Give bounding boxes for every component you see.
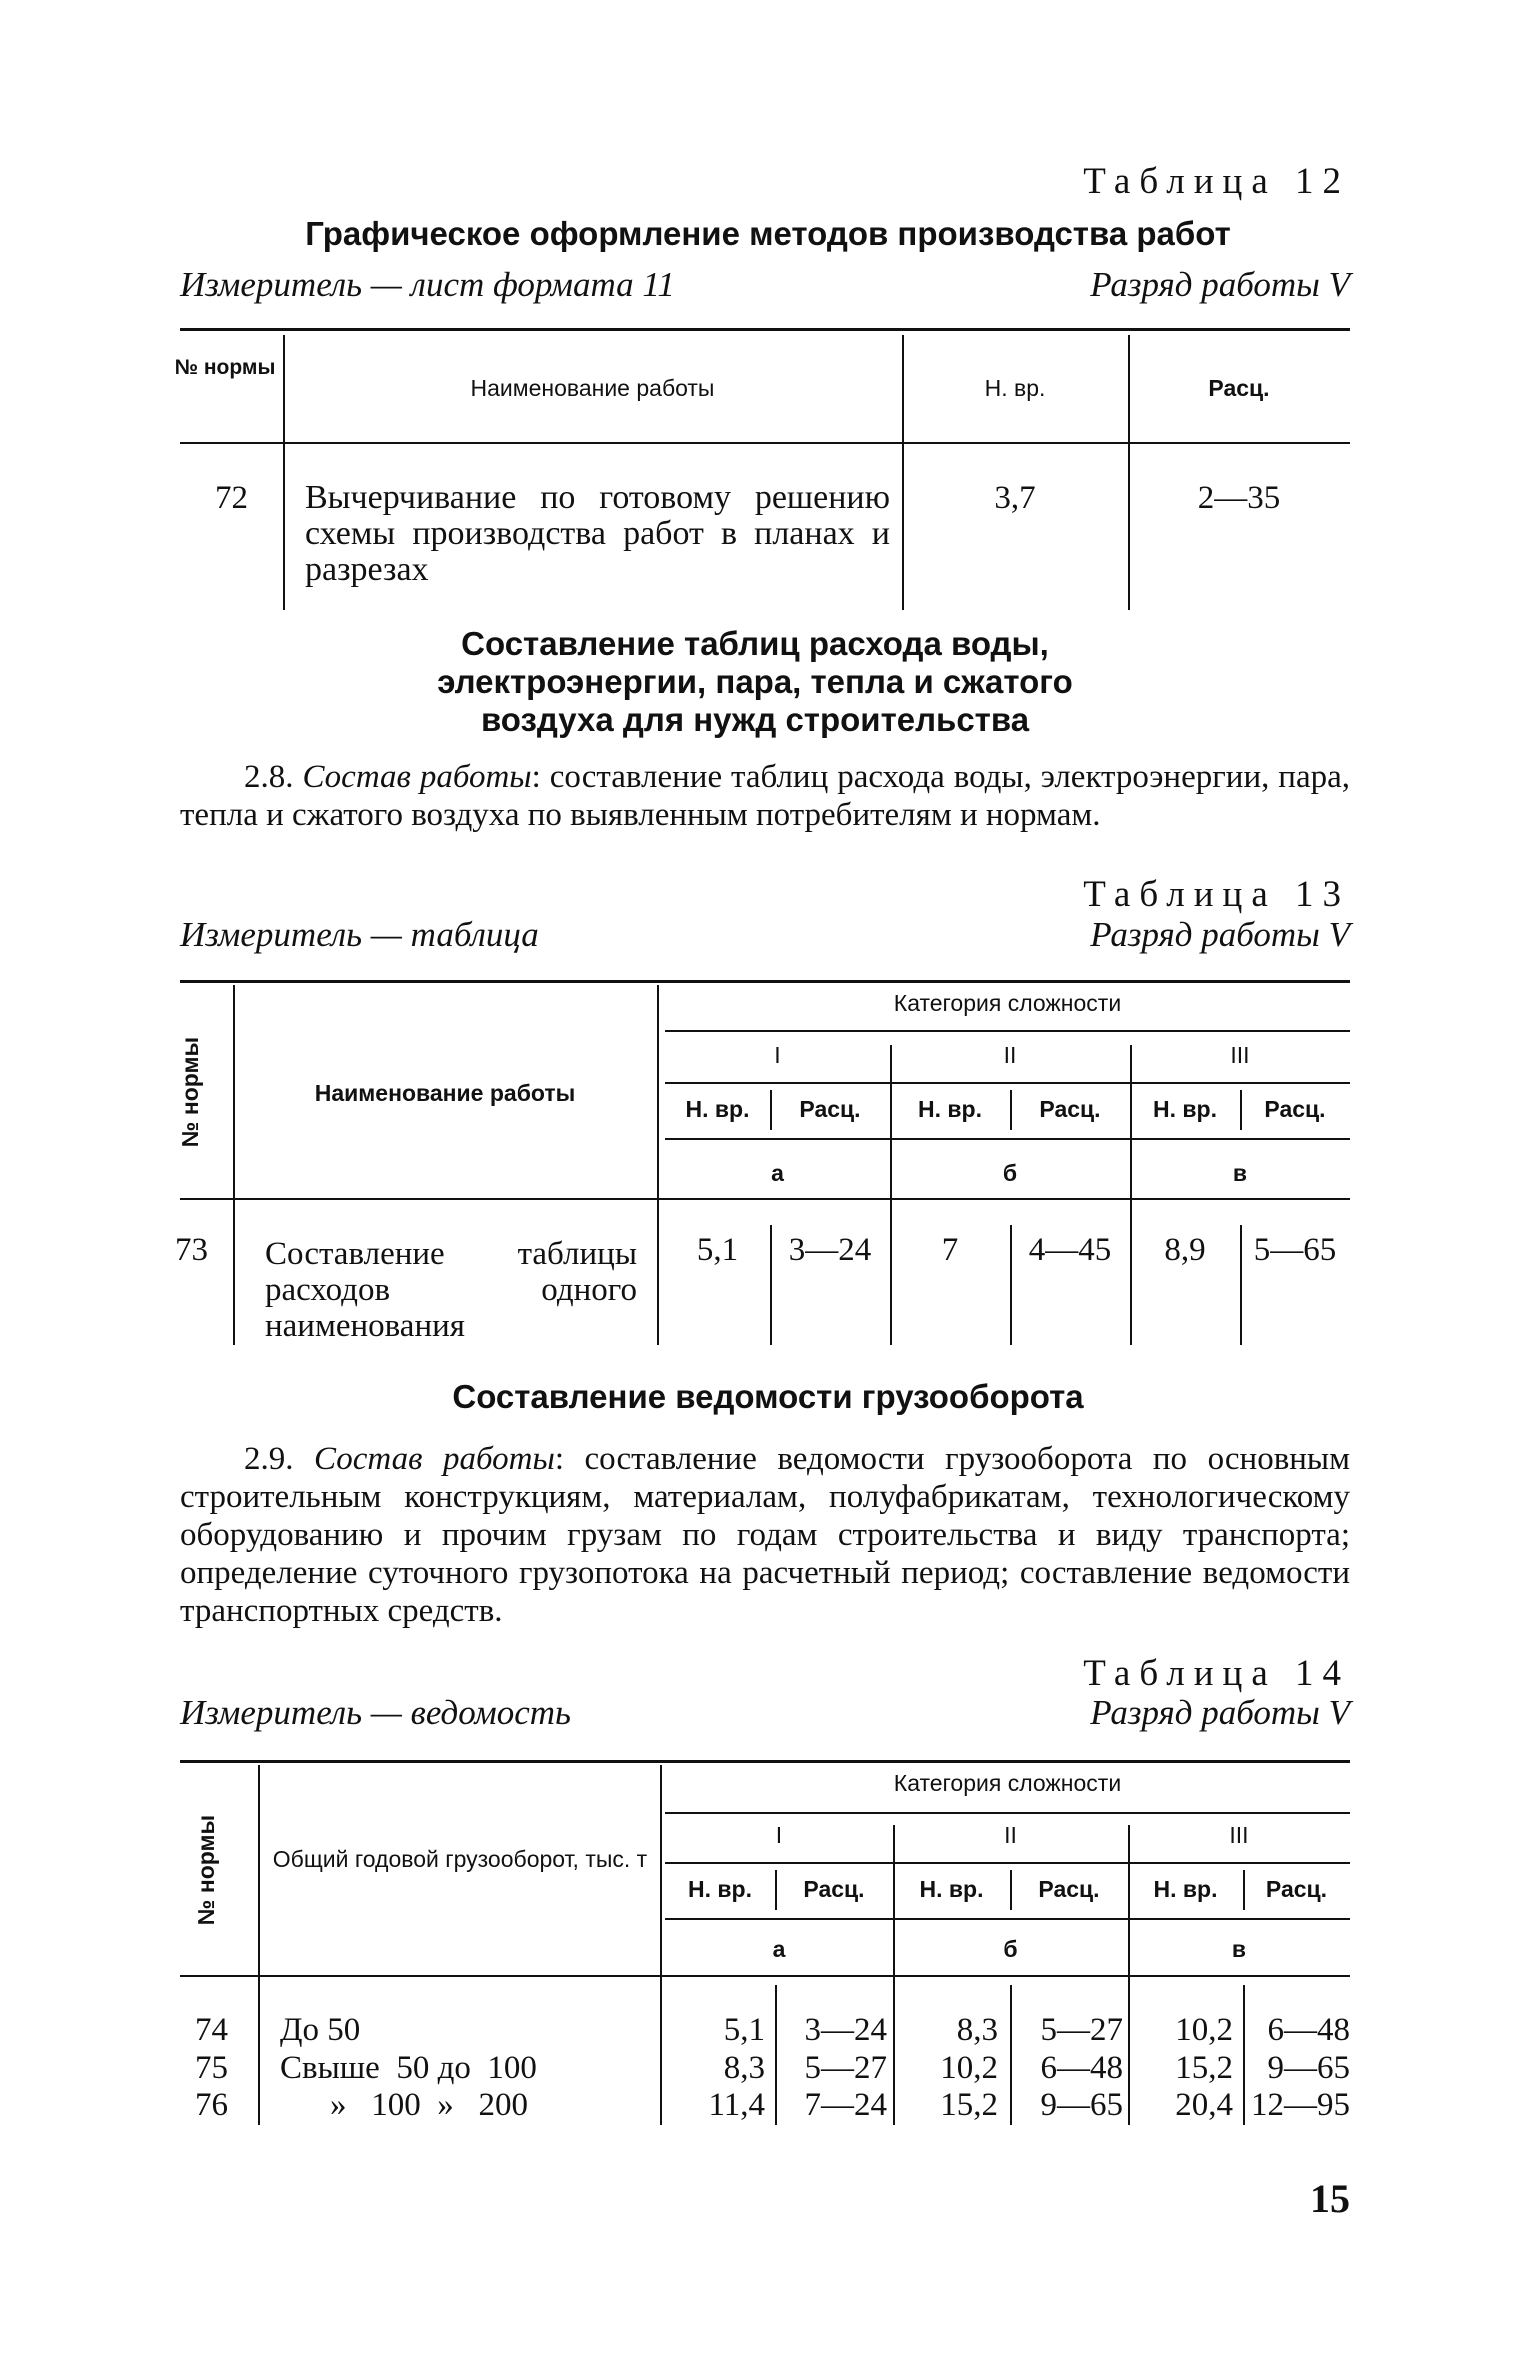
table14-grade: Разряд работы V bbox=[1090, 1693, 1350, 1732]
table-rule bbox=[180, 1760, 1350, 1763]
row-norm-no: 73 bbox=[175, 1232, 208, 1268]
row-turnover: Свыше 50 до 100 bbox=[280, 2050, 537, 2086]
header-time: Н. вр. bbox=[918, 1096, 982, 1122]
row-value: 12—95 bbox=[1251, 2087, 1350, 2123]
page-number: 15 bbox=[1310, 2176, 1350, 2221]
header-time: Н. вр. bbox=[984, 375, 1046, 401]
table13-label: Таблица 13 bbox=[1083, 874, 1350, 915]
row-value: 4—45 bbox=[1028, 1232, 1112, 1268]
row-turnover: До 50 bbox=[280, 2012, 361, 2048]
header-time: Н. вр. bbox=[919, 1876, 984, 1902]
table-divider bbox=[233, 985, 235, 1345]
row-norm-no: 74 bbox=[195, 2012, 228, 2048]
table-rule bbox=[180, 1975, 1350, 1977]
header-norm-no: № нормы bbox=[174, 356, 276, 379]
table-rule bbox=[665, 1082, 1350, 1084]
table-rule bbox=[180, 980, 1350, 983]
section2-paragraph bbox=[180, 1440, 1350, 1630]
row-norm-no: 72 bbox=[215, 480, 248, 516]
row-value: 5—65 bbox=[1253, 1232, 1337, 1268]
header-cat-1: I bbox=[775, 1822, 783, 1848]
table14-meter: Измеритель — ведомость bbox=[180, 1693, 571, 1732]
header-turnover: Общий годовой грузооборот, тыс. т bbox=[272, 1846, 648, 1872]
row-value: 3—24 bbox=[788, 1232, 872, 1268]
para-number: 2.8. bbox=[244, 759, 294, 795]
section2-title: Составление ведомости грузооборота bbox=[452, 1378, 1084, 1415]
para-lead: Состав работы bbox=[302, 759, 532, 795]
row-norm-no: 75 bbox=[195, 2050, 228, 2086]
table12-meter: Измеритель — лист формата 11 bbox=[180, 265, 675, 304]
row-value: 8,3 bbox=[956, 2012, 998, 2048]
row-time: 3,7 bbox=[994, 480, 1036, 516]
header-cat-2: II bbox=[1003, 1042, 1017, 1068]
header-price: Расц. bbox=[803, 1876, 865, 1902]
section1-paragraph bbox=[180, 758, 1350, 834]
table-rule bbox=[665, 1812, 1350, 1814]
table-rule bbox=[180, 328, 1350, 331]
header-time: Н. вр. bbox=[1153, 1876, 1218, 1902]
para-text: : составление таблиц расхода воды, электроэнергии, пара, тепла и сжатого воздуха по выявленным потребителям и нормам. bbox=[180, 759, 1350, 833]
header-price: Расц. bbox=[1265, 1876, 1328, 1902]
header-time: Н. вр. bbox=[685, 1096, 750, 1122]
table-divider bbox=[1130, 1045, 1132, 1345]
row-value: 7 bbox=[941, 1232, 959, 1268]
header-cat-3: III bbox=[1229, 1822, 1249, 1848]
header-cat-3: III bbox=[1230, 1042, 1250, 1068]
row-value: 8,9 bbox=[1164, 1232, 1206, 1268]
table13-meter: Измеритель — таблица bbox=[180, 915, 539, 954]
row-value: 10,2 bbox=[1175, 2012, 1233, 2048]
row-value: 11,4 bbox=[708, 2087, 765, 2123]
header-time: Н. вр. bbox=[688, 1876, 752, 1902]
row-value: 5,1 bbox=[723, 2012, 765, 2048]
row-value: 5,1 bbox=[696, 1232, 739, 1268]
table-divider bbox=[890, 1045, 892, 1345]
header-price: Расц. bbox=[1039, 1096, 1101, 1122]
row-work-name: Составление таблицы расходов одного наименования bbox=[265, 1236, 637, 1344]
header-work-name: Наименование работы bbox=[314, 1080, 576, 1106]
section1-title: Составление таблиц расхода воды, электроэнергии, пара, тепла и сжатого воздуха для нужд строительства bbox=[437, 625, 1073, 738]
header-cat-2: II bbox=[1004, 1822, 1017, 1848]
header-work-name: Наименование работы bbox=[470, 375, 715, 401]
header-time: Н. вр. bbox=[1153, 1096, 1217, 1122]
table-rule bbox=[665, 1918, 1350, 1920]
row-value: 10,2 bbox=[940, 2050, 998, 2086]
para-text: : составление ведомости грузооборота по основным строительным конструкциям, материалам, полуфабрикатам, технологическому оборудованию и прочим грузам по годам строительства и виду транспорта; определение суточного грузопотока на расчетный период; составление ведомости транспортных средств. bbox=[180, 1441, 1350, 1629]
table13-grade: Разряд работы V bbox=[1090, 915, 1350, 954]
row-work-name: Вычерчивание по готовому решению схемы производства работ в планах и разрезах bbox=[305, 479, 890, 588]
para-number: 2.9. bbox=[244, 1441, 294, 1477]
row-value: 15,2 bbox=[1175, 2050, 1233, 2086]
para-lead: Состав работы bbox=[314, 1441, 555, 1477]
row-value: 7—24 bbox=[804, 2087, 887, 2123]
header-category: Категория сложности bbox=[893, 990, 1122, 1016]
row-value: 9—65 bbox=[1040, 2087, 1123, 2123]
row-value: 6—48 bbox=[1267, 2012, 1350, 2048]
header-col-v: в bbox=[1232, 1160, 1248, 1186]
table12-title: Графическое оформление методов производства работ bbox=[305, 215, 1231, 252]
header-price: Расц. bbox=[1038, 1876, 1100, 1902]
header-norm-no: № нормы bbox=[177, 1036, 203, 1148]
table12-label: Таблица 12 bbox=[1083, 161, 1350, 202]
table12-grade: Разряд работы V bbox=[1090, 265, 1350, 304]
table-rule bbox=[665, 1030, 1350, 1032]
row-norm-no: 76 bbox=[195, 2087, 228, 2123]
table-divider bbox=[258, 1765, 260, 2125]
row-value: 5—27 bbox=[804, 2050, 887, 2086]
header-price: Расц. bbox=[1264, 1096, 1326, 1122]
table14-label: Таблица 14 bbox=[1083, 1653, 1350, 1694]
table-rule bbox=[665, 1862, 1350, 1864]
header-norm-no: № нормы bbox=[193, 1814, 219, 1926]
row-price: 2—35 bbox=[1197, 480, 1281, 516]
row-value: 15,2 bbox=[940, 2087, 998, 2123]
table-rule bbox=[665, 1138, 1350, 1140]
table-rule bbox=[180, 1198, 1350, 1200]
header-cat-1: I bbox=[774, 1042, 781, 1068]
row-value: 6—48 bbox=[1040, 2050, 1123, 2086]
row-value: 8,3 bbox=[723, 2050, 765, 2086]
row-value: 3—24 bbox=[804, 2012, 887, 2048]
row-turnover: » 100 » 200 bbox=[330, 2087, 528, 2123]
header-category: Категория сложности bbox=[893, 1770, 1122, 1796]
header-col-b: б bbox=[1003, 1936, 1018, 1962]
header-col-v: в bbox=[1231, 1936, 1247, 1962]
header-col-a: а bbox=[771, 1160, 784, 1186]
header-col-a: а bbox=[772, 1936, 786, 1962]
header-price: Расц. bbox=[1208, 375, 1270, 401]
table-divider bbox=[657, 985, 659, 1345]
header-price: Расц. bbox=[799, 1096, 861, 1122]
row-value: 9—65 bbox=[1267, 2050, 1350, 2086]
table-divider bbox=[660, 1765, 662, 2125]
row-value: 20,4 bbox=[1175, 2087, 1233, 2123]
table-rule bbox=[180, 442, 1350, 444]
row-value: 5—27 bbox=[1040, 2012, 1123, 2048]
header-col-b: б bbox=[1002, 1160, 1018, 1186]
